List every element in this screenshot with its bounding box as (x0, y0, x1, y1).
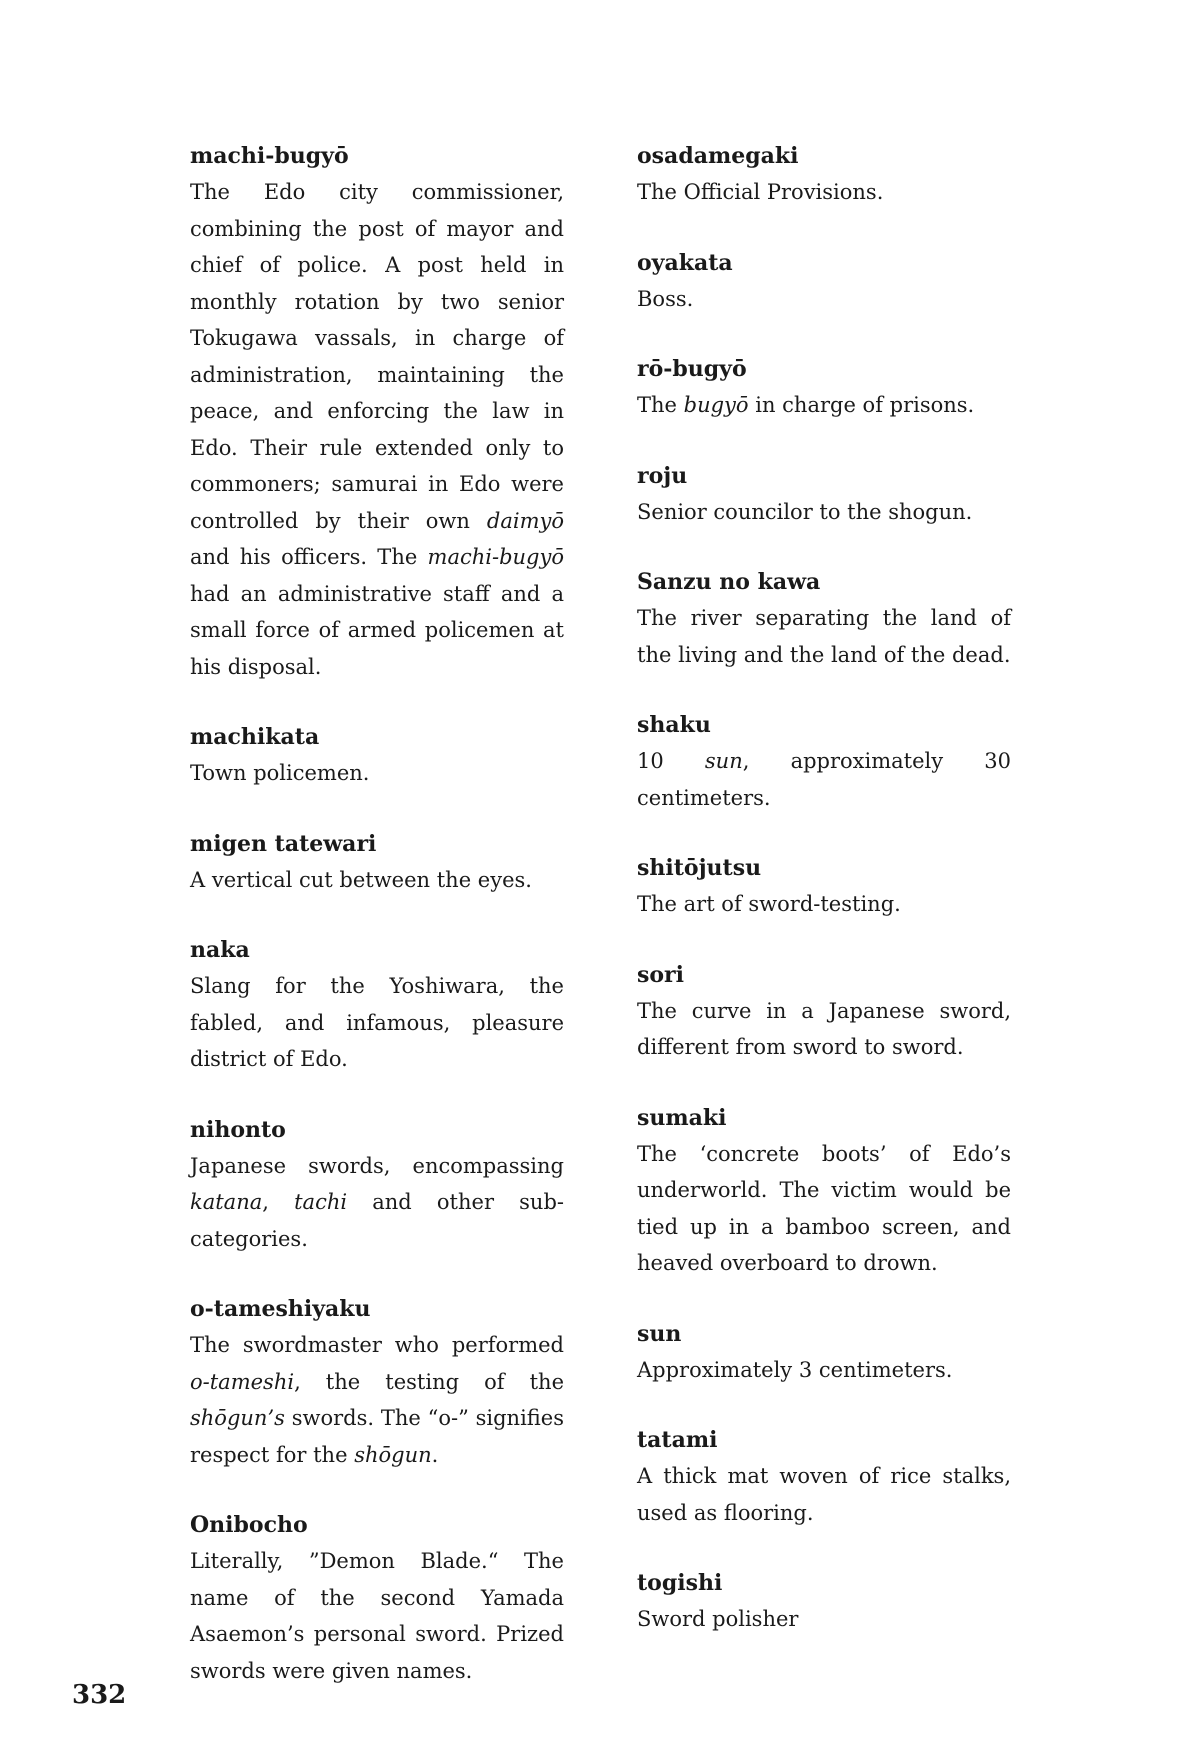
glossary-term: sun (637, 1320, 682, 1347)
definition-italic-text: katana (190, 1190, 263, 1214)
definition-text: The river separating the land of the living and the land of the dead. (637, 606, 1011, 667)
glossary-term: machikata (190, 724, 320, 750)
definition-text: The curve in a Japanese sword, different from sword to sword. (637, 998, 1011, 1059)
glossary-definition (637, 494, 1011, 531)
glossary-definition (637, 1136, 1011, 1282)
definition-text: The swordmaster who performed (190, 1333, 564, 1357)
glossary-definition (190, 174, 564, 685)
definition-italic-text: shōgun’s (190, 1406, 285, 1430)
glossary-entry (637, 1565, 1011, 1638)
glossary-definition (637, 1601, 1011, 1638)
glossary-term: sori (637, 961, 685, 988)
definition-text: Approximately 3 centimeters. (637, 1357, 953, 1382)
definition-text: and other sub-categories. (190, 1190, 564, 1251)
glossary-entry (637, 564, 1011, 673)
definition-text: , approximately 30 centimeters. (637, 749, 1011, 810)
definition-text: Senior councilor to the shogun. (637, 499, 973, 524)
glossary-term: oyakata (637, 249, 733, 276)
definition-italic-text: tachi (294, 1190, 348, 1214)
glossary-term: togishi (637, 1570, 723, 1596)
glossary-term: osadamegaki (637, 143, 799, 169)
glossary-entry (190, 1291, 564, 1473)
definition-italic-text: machi-bugyō (427, 545, 564, 569)
glossary-term: migen tatewari (190, 830, 377, 857)
definition-text: Town policemen. (190, 761, 370, 785)
glossary-definition (190, 755, 564, 792)
glossary-entry (637, 351, 1011, 424)
page-number: 332 (72, 1680, 127, 1710)
glossary-entry (637, 957, 1011, 1066)
glossary-definition (637, 1458, 1011, 1531)
definition-italic-text: o-tameshi (190, 1369, 295, 1394)
glossary-entry (190, 138, 564, 685)
glossary-definition (637, 174, 1011, 211)
glossary-entry (637, 1422, 1011, 1531)
definition-text: Boss. (637, 286, 694, 311)
glossary-term: o-tameshiyaku (190, 1296, 371, 1322)
glossary-definition (637, 886, 1011, 923)
glossary-definition (190, 1543, 564, 1689)
glossary-entry (190, 719, 564, 792)
glossary-entry (637, 245, 1011, 318)
definition-text: Sword polisher (637, 1607, 799, 1631)
glossary-entry (637, 1100, 1011, 1282)
definition-text: , the testing of the (294, 1369, 564, 1394)
glossary-term: nihonto (190, 1116, 286, 1143)
glossary-definition (190, 968, 564, 1078)
glossary-entry (190, 826, 564, 899)
glossary-term: tatami (637, 1427, 718, 1453)
glossary-column-right (637, 138, 1011, 1672)
definition-text: The art of sword-testing. (637, 892, 901, 916)
glossary-entry (190, 932, 564, 1078)
glossary-entry (637, 138, 1011, 211)
glossary-term: roju (637, 462, 688, 489)
glossary-term: naka (190, 937, 250, 963)
glossary-term: shitōjutsu (637, 855, 762, 881)
glossary-definition (637, 993, 1011, 1066)
definition-text: The Edo city commissioner, combining the post of mayor and chief of police. A post held in monthly rotation by two senior Tokugawa vassals, in charge of administration, maintaining the peace, and enforcing the law in Edo. Their rule extended only to commoners; samurai in Edo were controlled by their own (190, 180, 564, 533)
glossary-definition (637, 1352, 1011, 1389)
definition-text: had an administrative staff and a small force of armed policemen at his disposal. (190, 581, 564, 679)
definition-text: A thick mat woven of rice stalks, used as flooring. (637, 1464, 1011, 1525)
glossary-term: rō-bugyō (637, 356, 747, 382)
definition-text: The ‘concrete boots’ of Edo’s underworld. The victim would be tied up in a bamboo screen, and heaved overboard to drown. (637, 1141, 1011, 1275)
glossary-column-left (190, 138, 564, 1723)
glossary-definition (190, 1327, 564, 1473)
definition-text: , (262, 1190, 295, 1214)
definition-text: and his officers. The (190, 545, 428, 569)
definition-text: 10 (637, 749, 705, 773)
definition-text: in charge of prisons. (748, 393, 975, 417)
glossary-definition (637, 743, 1011, 816)
glossary-entry (637, 1316, 1011, 1389)
glossary-definition (637, 600, 1011, 673)
definition-italic-text: sun (704, 749, 743, 773)
definition-text: The (637, 393, 684, 417)
glossary-term: shaku (637, 712, 711, 738)
glossary-entry (637, 707, 1011, 816)
definition-italic-text: shōgun (354, 1442, 432, 1467)
glossary-definition (190, 1148, 564, 1258)
definition-text: The Official Provisions. (637, 180, 884, 204)
glossary-entry (637, 850, 1011, 923)
definition-text: Japanese swords, encompassing (190, 1153, 564, 1178)
definition-text: A vertical cut between the eyes. (190, 867, 532, 892)
glossary-term: sumaki (637, 1104, 727, 1131)
definition-text: . (431, 1442, 439, 1467)
glossary-definition (637, 387, 1011, 424)
definition-italic-text: daimyō (486, 508, 564, 533)
glossary-entry (637, 458, 1011, 531)
glossary-definition (190, 862, 564, 899)
definition-text: Literally, ”Demon Blade.“ The name of the second Yamada Asaemon’s personal sword. Prized swords were given names. (190, 1549, 564, 1683)
glossary-definition (637, 281, 1011, 318)
glossary-entry (190, 1507, 564, 1689)
definition-italic-text: bugyō (683, 393, 749, 417)
glossary-entry (190, 1112, 564, 1258)
glossary-term: Onibocho (190, 1512, 308, 1538)
definition-text: Slang for the Yoshiwara, the fabled, and infamous, pleasure district of Edo. (190, 974, 564, 1071)
glossary-term: Sanzu no kawa (637, 569, 821, 595)
glossary-term: machi-bugyō (190, 143, 349, 169)
definition-text: swords. The “o-” signifies respect for the (190, 1406, 564, 1467)
